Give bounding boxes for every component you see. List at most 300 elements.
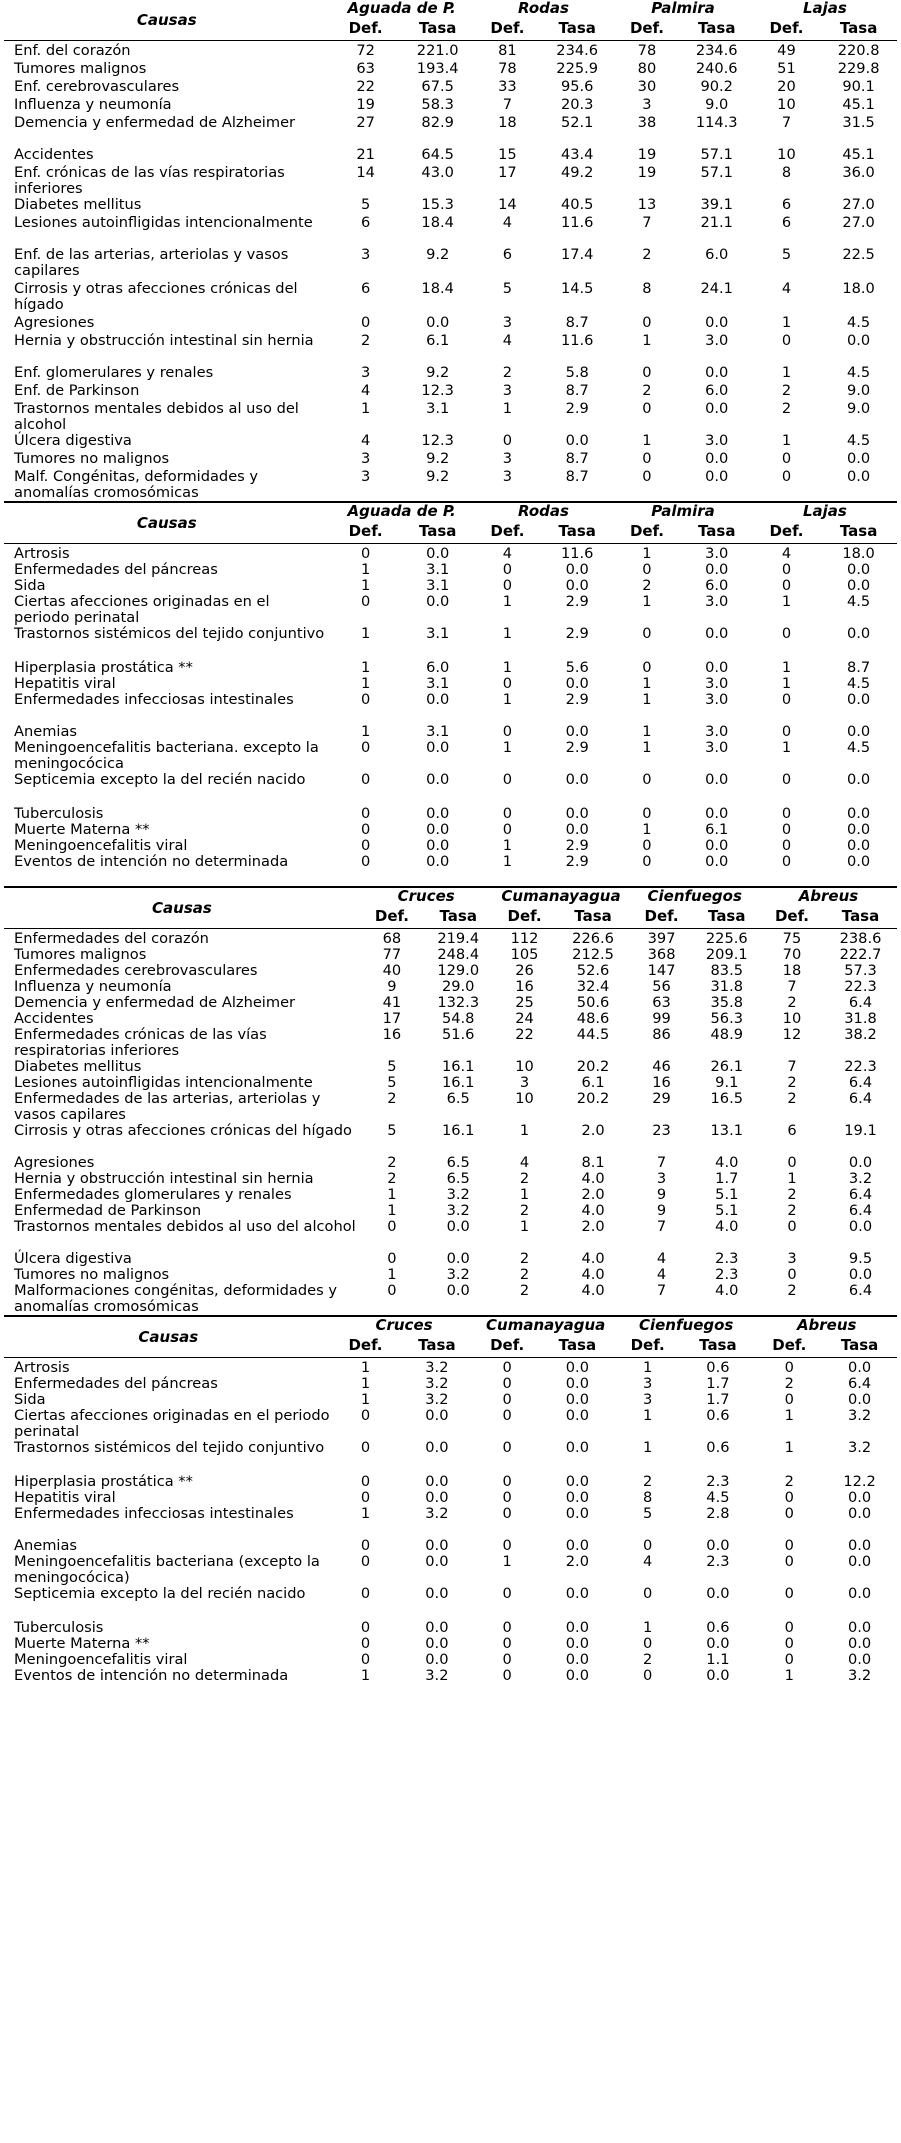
tasa-cell: 3.0 [705,723,729,740]
tasa-cell: 2.9 [565,400,589,417]
def-cell: 0 [360,771,371,788]
tasa-cell: 4.5 [846,314,871,331]
location-header: Lajas [802,502,847,520]
cause-cell: Meningoencefalitis bacteriana (excepto la meningocócica) [14,1553,320,1586]
def-cell: 0 [787,1154,797,1171]
def-cell: 2 [519,1282,530,1299]
def-cell: 1 [787,1170,797,1187]
tasa-cell: 9.2 [426,364,450,381]
cause-cell: Influenza y neumonía [14,96,172,113]
tasa-header: Tasa [708,907,746,925]
def-cell: 0 [784,1489,794,1506]
def-cell: 4 [360,432,371,449]
cause-cell: Enf. de Parkinson [14,382,140,399]
def-cell: 0 [360,821,371,838]
def-cell: 8 [781,164,792,181]
causas-header: Causas [152,899,212,917]
tasa-cell: 50.6 [576,994,610,1011]
table-row [4,1203,897,1219]
def-cell: 0 [387,1250,397,1267]
def-cell: 0 [360,1407,371,1424]
def-cell: 56 [652,978,671,995]
tasa-cell: 3.2 [446,1186,470,1203]
def-cell: 23 [652,1122,671,1139]
tasa-cell: 2.0 [565,1553,589,1570]
def-cell: 7 [656,1282,667,1299]
tasa-cell: 83.5 [710,962,744,979]
cause-cell: Demencia y enfermedad de Alzheimer [14,994,296,1011]
def-cell: 2 [642,577,652,594]
cause-cell: Hernia y obstrucción intestinal sin hernia [14,1170,314,1187]
def-header: Def. [630,1336,665,1354]
tasa-cell: 11.6 [560,214,594,231]
tasa-cell: 226.6 [572,930,614,947]
causas-header: Causas [136,11,197,29]
tasa-cell: 36.0 [842,164,875,181]
def-cell: 5 [387,1122,397,1139]
tasa-cell: 3.1 [426,577,450,594]
def-cell: 4 [360,382,371,399]
tasa-cell: 0.0 [446,1218,470,1235]
def-header: Def. [490,522,525,540]
def-cell: 9 [387,978,397,995]
cause-cell: Úlcera digestiva [14,1250,132,1267]
def-cell: 7 [642,214,652,231]
tasa-cell: 4.5 [846,364,871,381]
def-cell: 0 [784,1553,794,1570]
def-cell: 63 [356,60,375,77]
def-cell: 20 [777,78,796,95]
table-row [4,1538,897,1554]
tasa-cell: 0.0 [848,1266,873,1283]
tasa-cell: 0.0 [565,1439,589,1456]
tasa-cell: 248.4 [437,946,480,963]
table-row [4,806,897,822]
table-row [4,1440,897,1474]
table-row [4,365,897,383]
def-cell: 16 [515,978,534,995]
tasa-cell: 0.0 [846,577,871,594]
def-cell: 0 [642,805,652,822]
tasa-cell: 0.0 [426,805,450,822]
tasa-cell: 0.0 [846,561,871,578]
def-cell: 2 [519,1202,530,1219]
table-row [4,1059,897,1075]
location-header: Rodas [518,0,569,17]
tasa-cell: 57.1 [700,146,733,163]
cause-cell: Hepatitis viral [14,675,116,692]
table-row [4,1620,897,1636]
table-row [4,838,897,854]
def-cell: 13 [637,196,657,213]
table-row [4,1187,897,1203]
def-header: Def. [644,907,679,925]
tasa-cell: 8.7 [565,314,589,331]
tasa-cell: 5.6 [565,659,589,676]
table-row [4,1554,897,1586]
def-cell: 3 [502,468,513,485]
def-cell: 2 [642,246,652,263]
cause-cell: Cirrosis y otras afecciones crónicas del hígado [14,1122,352,1139]
table-row [4,433,897,451]
tasa-cell: 16.1 [441,1074,475,1091]
tasa-header: Tasa [839,522,878,540]
def-header: Def. [507,907,542,925]
def-cell: 0 [360,1635,371,1652]
tasa-cell: 3.2 [847,1439,872,1456]
def-cell: 2 [642,1651,653,1668]
cause-cell: Influenza y neumonía [14,978,172,995]
table-row [4,215,897,247]
def-cell: 1 [781,675,792,692]
def-cell: 1 [502,853,513,870]
def-cell: 7 [656,1154,667,1171]
cause-cell: Tumores no malignos [14,1266,170,1283]
tasa-cell: 0.0 [705,314,729,331]
tasa-cell: 43.4 [560,146,594,163]
tasa-cell: 0.0 [846,332,871,349]
def-cell: 7 [656,1218,667,1235]
def-cell: 0 [360,805,371,822]
def-cell: 70 [782,946,802,963]
def-cell: 6 [360,280,371,297]
tasa-cell: 0.0 [425,1585,449,1602]
cause-cell: Enfermedades del páncreas [14,561,218,578]
tasa-cell: 27.0 [842,214,875,231]
tasa-cell: 234.6 [556,42,599,59]
tasa-cell: 0.0 [426,593,450,610]
def-cell: 0 [781,577,792,594]
tasa-cell: 0.0 [705,468,729,485]
tasa-cell: 6.4 [847,1375,872,1392]
tasa-cell: 3.0 [705,593,729,610]
tasa-cell: 15.3 [421,196,454,213]
def-cell: 0 [502,1667,512,1684]
def-cell: 0 [502,1391,512,1408]
tasa-cell: 12.3 [421,382,454,399]
cause-cell: Malformaciones congénitas, deformidades y anomalías cromosómicas [14,1282,337,1315]
def-cell: 0 [781,771,792,788]
table-row [4,1155,897,1171]
tasa-cell: 4.5 [846,593,871,610]
def-cell: 12 [782,1026,802,1043]
location-header: Palmira [651,0,715,17]
table-row [4,1506,897,1538]
tasa-cell: 129.0 [437,962,480,979]
def-cell: 3 [642,96,652,113]
table-row [4,197,897,215]
cause-cell: Meningoencefalitis viral [14,837,188,854]
def-cell: 2 [502,364,513,381]
cause-cell: Enf. del corazón [14,42,131,59]
table-row [4,1668,897,1700]
def-cell: 0 [642,771,652,788]
tasa-cell: 0.0 [847,1585,872,1602]
def-cell: 0 [502,805,513,822]
def-cell: 86 [652,1026,671,1043]
tasa-cell: 8.1 [581,1154,605,1171]
tasa-cell: 3.0 [705,739,729,756]
table-row [4,1267,897,1283]
cause-cell: Muerte Materna ** [14,1635,150,1652]
tasa-cell: 12.3 [421,432,454,449]
tasa-cell: 0.0 [705,561,729,578]
tasa-cell: 0.0 [705,450,729,467]
def-cell: 2 [642,1473,653,1490]
def-cell: 1 [781,659,792,676]
cause-cell: Enf. crónicas de las vías respiratorias inferiores [14,164,285,197]
def-cell: 1 [502,1553,512,1570]
table-row [4,1474,897,1490]
cause-cell: Anemias [14,1537,78,1554]
cause-cell: Demencia y enfermedad de Alzheimer [14,114,296,131]
tasa-cell: 95.6 [560,78,594,95]
cause-cell: Enfermedades de las arterias, arteriolas y vasos capilares [14,1090,321,1123]
def-cell: 0 [781,332,792,349]
tasa-cell: 4.5 [706,1489,730,1506]
def-cell: 5 [642,1505,653,1522]
def-cell: 7 [502,96,513,113]
def-cell: 4 [502,545,513,562]
def-cell: 16 [382,1026,402,1043]
table-row [4,724,897,740]
tasa-cell: 22.5 [842,246,875,263]
tasa-cell: 6.0 [426,659,450,676]
table-row [4,562,897,578]
cause-cell: Sida [14,577,46,594]
tasa-cell: 4.5 [846,675,871,692]
tasa-header: Tasa [558,19,596,37]
causes-table-2 [4,501,897,886]
tasa-cell: 3.2 [425,1359,449,1376]
cause-cell: Agresiones [14,1154,95,1171]
tasa-header: Tasa [699,1336,737,1354]
def-cell: 1 [642,593,652,610]
tasa-cell: 9.2 [426,246,450,263]
def-cell: 4 [519,1154,530,1171]
tasa-cell: 12.2 [843,1473,876,1490]
tasa-cell: 48.9 [710,1026,744,1043]
table-row [4,1652,897,1668]
cause-cell: Eventos de intención no determinada [14,1667,289,1684]
tasa-cell: 0.0 [847,1489,872,1506]
def-cell: 27 [356,114,375,131]
def-cell: 1 [519,1218,530,1235]
tasa-cell: 193.4 [416,60,459,77]
table-row [4,1011,897,1027]
tasa-cell: 20.3 [560,96,594,113]
location-header: Palmira [651,502,715,520]
tasa-cell: 0.0 [565,771,589,788]
def-cell: 0 [642,450,652,467]
tasa-cell: 1.7 [706,1391,730,1408]
table-row [4,469,897,501]
def-cell: 0 [502,1651,512,1668]
tasa-cell: 0.0 [705,400,729,417]
tasa-cell: 0.0 [565,1619,589,1636]
tasa-cell: 0.0 [426,545,450,562]
table-row [4,772,897,806]
table-row [4,165,897,197]
table-row [4,1251,897,1267]
def-cell: 2 [642,382,652,399]
table-row [4,147,897,165]
def-cell: 0 [502,432,513,449]
def-cell: 41 [382,994,402,1011]
def-cell: 1 [387,1266,397,1283]
def-cell: 0 [502,1375,512,1392]
tasa-cell: 39.1 [700,196,733,213]
tasa-cell: 212.5 [572,946,614,963]
tasa-cell: 4.0 [715,1282,739,1299]
table-row [4,1376,897,1392]
tasa-cell: 6.5 [446,1090,470,1107]
tasa-cell: 0.0 [847,1505,872,1522]
def-cell: 10 [777,96,796,113]
def-cell: 2 [784,1473,794,1490]
cause-cell: Enfermedades glomerulares y renales [14,1186,292,1203]
def-cell: 80 [637,60,657,77]
tasa-cell: 6.4 [848,1186,873,1203]
tasa-cell: 0.0 [565,432,589,449]
tasa-cell: 0.0 [846,837,871,854]
def-cell: 14 [498,196,517,213]
def-cell: 1 [642,739,652,756]
def-cell: 26 [515,962,534,979]
def-cell: 1 [642,821,652,838]
tasa-cell: 0.0 [846,625,871,642]
def-cell: 1 [781,364,792,381]
def-cell: 0 [781,723,792,740]
def-cell: 22 [515,1026,534,1043]
tasa-cell: 52.1 [560,114,594,131]
def-cell: 1 [781,432,792,449]
tasa-cell: 2.0 [581,1218,605,1235]
def-cell: 1 [642,723,652,740]
def-header: Def. [490,19,525,37]
def-cell: 0 [502,1505,512,1522]
cause-cell: Úlcera digestiva [14,432,132,449]
def-cell: 0 [787,1218,797,1235]
table-row [4,660,897,676]
tasa-cell: 3.2 [425,1505,449,1522]
location-header: Cumanayagua [486,1316,606,1334]
def-header: Def. [348,19,383,37]
tasa-cell: 52.6 [576,962,610,979]
location-header: Cienfuegos [638,1316,734,1334]
def-header: Def. [769,522,804,540]
tasa-cell: 3.2 [848,1170,873,1187]
def-cell: 0 [642,314,652,331]
cause-cell: Enf. cerebrovasculares [14,78,180,95]
cause-cell: Diabetes mellitus [14,1058,142,1075]
location-header: Cruces [397,887,455,905]
def-cell: 0 [781,450,792,467]
tasa-cell: 225.9 [556,60,599,77]
tasa-cell: 9.0 [846,400,871,417]
cause-cell: Enfermedades cerebrovasculares [14,962,258,979]
tasa-header: Tasa [697,522,736,540]
tasa-cell: 48.6 [576,1010,610,1027]
table-row [4,1219,897,1251]
table-row [4,43,897,61]
def-cell: 3 [642,1391,653,1408]
cause-cell: Tumores malignos [14,946,147,963]
def-cell: 0 [502,723,513,740]
cause-cell: Tuberculosis [14,805,104,822]
tasa-cell: 0.0 [425,1651,449,1668]
tasa-cell: 3.2 [425,1667,449,1684]
tasa-cell: 4.0 [715,1218,739,1235]
tasa-cell: 1.7 [706,1375,730,1392]
def-cell: 5 [502,280,513,297]
tasa-cell: 82.9 [421,114,454,131]
def-cell: 5 [387,1058,397,1075]
def-cell: 0 [781,837,792,854]
tasa-cell: 0.0 [425,1489,449,1506]
def-cell: 0 [784,1391,794,1408]
def-cell: 0 [360,853,371,870]
tasa-cell: 0.0 [565,821,589,838]
tasa-cell: 35.8 [710,994,744,1011]
tasa-cell: 0.0 [565,561,589,578]
tasa-cell: 31.8 [844,1010,877,1027]
tasa-cell: 0.0 [706,1585,730,1602]
tasa-cell: 6.4 [848,1090,873,1107]
def-cell: 0 [360,1489,371,1506]
tasa-cell: 45.1 [842,146,875,163]
def-cell: 1 [502,691,513,708]
def-cell: 3 [360,364,371,381]
def-cell: 1 [502,625,513,642]
def-cell: 49 [777,42,796,59]
location-header: Aguada de P. [347,502,456,520]
def-header: Def. [348,522,383,540]
cause-cell: Tumores malignos [14,60,147,77]
table-row [4,822,897,838]
tasa-cell: 8.7 [846,659,871,676]
tasa-cell: 16.1 [441,1058,475,1075]
def-cell: 0 [642,1667,653,1684]
def-cell: 1 [781,593,792,610]
tasa-cell: 0.0 [705,805,729,822]
tasa-cell: 18.0 [842,545,875,562]
tasa-cell: 229.8 [837,60,880,77]
def-cell: 10 [777,146,796,163]
def-header: Def. [769,19,804,37]
tasa-cell: 0.0 [425,1635,449,1652]
tasa-cell: 0.6 [706,1439,730,1456]
tasa-cell: 22.3 [844,1058,877,1075]
cause-cell: Hernia y obstrucción intestinal sin hernia [14,332,314,349]
cause-cell: Enfermedades crónicas de las vías respiratorias inferiores [14,1026,267,1059]
def-cell: 68 [382,930,402,947]
def-cell: 1 [642,432,652,449]
def-cell: 30 [637,78,657,95]
def-cell: 2 [519,1170,530,1187]
table-row [4,401,897,433]
tasa-cell: 2.0 [581,1122,605,1139]
tasa-cell: 44.5 [576,1026,610,1043]
table-row [4,333,897,365]
def-cell: 2 [787,1074,797,1091]
table-row [4,1091,897,1123]
def-cell: 1 [784,1439,794,1456]
tasa-cell: 22.3 [844,978,877,995]
def-cell: 10 [515,1090,534,1107]
tasa-cell: 0.0 [425,1537,449,1554]
tasa-cell: 0.0 [565,1359,589,1376]
